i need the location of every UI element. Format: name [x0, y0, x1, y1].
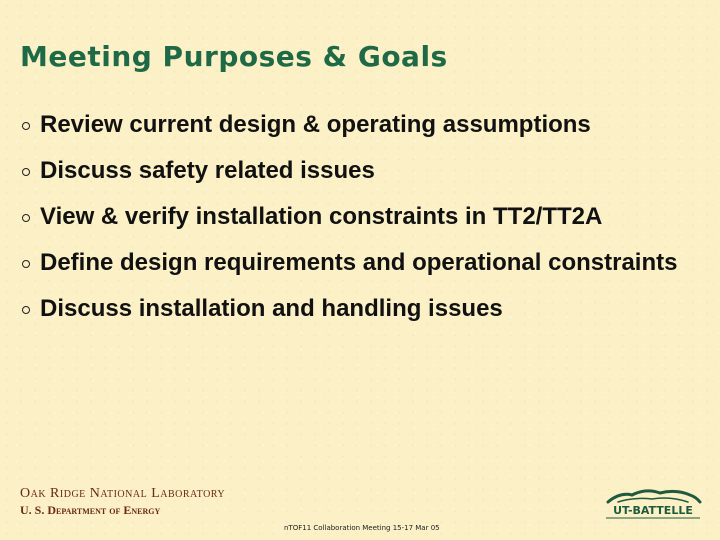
bullet-text: View & verify installation constraints in TT2/TT2A: [40, 203, 603, 230]
bullet-item: [22, 249, 702, 277]
bullet-text: Define design requirements and operational constraints: [40, 249, 678, 276]
bullet-text: Discuss safety related issues: [40, 157, 375, 184]
bullet-dot-icon: [22, 122, 30, 130]
bullet-text: Discuss installation and handling issues: [40, 295, 503, 322]
bullet-item: [22, 111, 702, 139]
ut-battelle-logo: [602, 486, 704, 520]
bullet-dot-icon: [22, 168, 30, 176]
org-name: Oak Ridge National Laboratory: [20, 486, 226, 501]
bullet-item: [22, 203, 702, 231]
footer-note: nTOF11 Collaboration Meeting 15-17 Mar 05: [284, 524, 440, 532]
bullet-dot-icon: [22, 260, 30, 268]
footer-organization: [20, 486, 225, 518]
department-name: U. S. Department of Energy: [20, 503, 161, 517]
bullet-item: [22, 295, 702, 323]
bullet-dot-icon: [22, 306, 30, 314]
bullet-dot-icon: [22, 214, 30, 222]
logo-text: UT-BATTELLE: [613, 504, 693, 517]
bullet-list: [22, 111, 702, 323]
slide-title: Meeting Purposes & Goals: [20, 40, 448, 73]
bullet-text: Review current design & operating assumptions: [40, 111, 591, 138]
bullet-item: [22, 157, 702, 185]
